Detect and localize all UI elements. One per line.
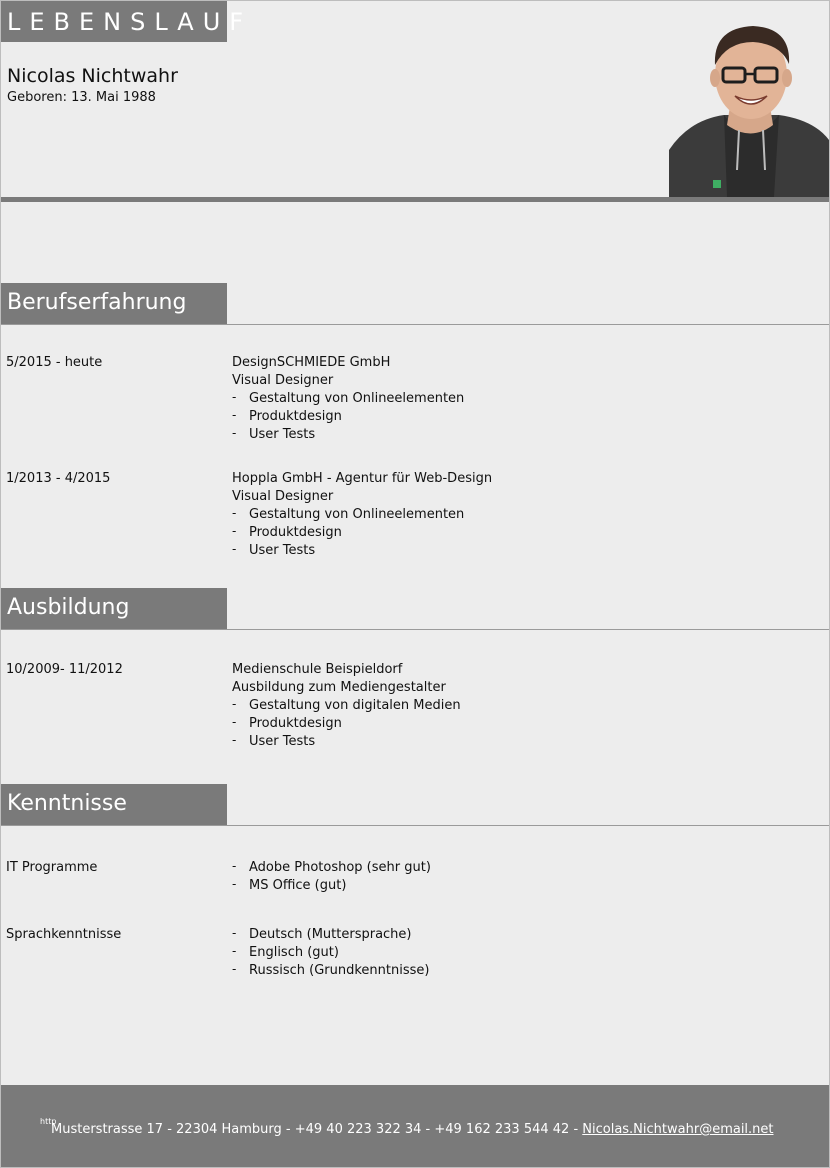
list-item: - Gestaltung von Onlineelementen — [232, 390, 465, 406]
section-title: Ausbildung — [7, 595, 130, 620]
list-item: - Gestaltung von Onlineelementen — [232, 506, 465, 522]
skill-entry — [232, 859, 431, 895]
task-list — [232, 506, 492, 560]
bullet: - — [232, 697, 237, 711]
bullet: - — [232, 859, 237, 873]
section-banner-ausbildung — [1, 588, 227, 629]
email-link[interactable]: Nicolas.Nichtwahr@email.net — [582, 1122, 774, 1137]
section-divider — [1, 324, 829, 325]
entry-role: Visual Designer — [232, 373, 334, 388]
section-divider — [1, 825, 829, 826]
page-title: LEBENSLAUF — [7, 8, 253, 36]
entry-date: 10/2009- 11/2012 — [6, 662, 123, 677]
bullet: - — [232, 715, 237, 729]
list-item: - Russisch (Grundkenntnisse) — [232, 962, 430, 978]
entry-date: 5/2015 - heute — [6, 355, 103, 370]
skill-category: Sprachkenntnisse — [6, 927, 122, 942]
person-name: Nicolas Nichtwahr — [7, 65, 178, 87]
entry-school: Medienschule Beispieldorf — [232, 662, 403, 677]
skill-list — [232, 859, 431, 895]
skill-entry — [232, 926, 429, 980]
job-entry — [232, 470, 492, 560]
task-list — [232, 697, 461, 751]
entry-degree: Ausbildung zum Mediengestalter — [232, 680, 446, 695]
bullet: - — [232, 542, 237, 556]
birth-date: Geboren: 13. Mai 1988 — [7, 90, 156, 105]
footer — [1, 1085, 829, 1167]
job-entry — [232, 354, 464, 444]
footer-http-label: http — [40, 1117, 57, 1126]
entry-company: Hoppla GmbH - Agentur für Web-Design — [232, 471, 493, 486]
contact-address: Musterstrasse 17 - 22304 Hamburg - +49 40 223 322 34 - +49 162 233 544 42 - — [51, 1122, 583, 1137]
list-item: - User Tests — [232, 733, 316, 749]
list-item: - Adobe Photoshop (sehr gut) — [232, 859, 431, 875]
section-title: Berufserfahrung — [7, 290, 187, 315]
task-list — [232, 390, 464, 444]
section-banner-kenntnisse — [1, 784, 227, 825]
bullet: - — [232, 408, 237, 422]
list-item: - Deutsch (Muttersprache) — [232, 926, 412, 942]
bullet: - — [232, 506, 237, 520]
list-item: - User Tests — [232, 426, 316, 442]
list-item: - MS Office (gut) — [232, 877, 347, 893]
list-item: - Produktdesign — [232, 715, 342, 731]
list-item: - Englisch (gut) — [232, 944, 339, 960]
list-item: - Gestaltung von digitalen Medien — [232, 697, 461, 713]
entry-date: 1/2013 - 4/2015 — [6, 471, 111, 486]
entry-role: Visual Designer — [232, 489, 334, 504]
entry-company: DesignSCHMIEDE GmbH — [232, 355, 391, 370]
list-item: - User Tests — [232, 542, 316, 558]
profile-photo — [669, 20, 829, 197]
education-entry — [232, 661, 461, 751]
bullet: - — [232, 733, 237, 747]
title-banner — [1, 1, 253, 42]
contact-line — [51, 1122, 774, 1137]
bullet: - — [232, 426, 237, 440]
skill-category: IT Programme — [6, 860, 98, 875]
header-divider — [1, 197, 829, 202]
skill-list — [232, 926, 429, 980]
bullet: - — [232, 962, 237, 976]
bullet: - — [232, 524, 237, 538]
bullet: - — [232, 926, 237, 940]
bullet: - — [232, 944, 237, 958]
list-item: - Produktdesign — [232, 408, 342, 424]
list-item: - Produktdesign — [232, 524, 342, 540]
section-banner-berufserfahrung — [1, 283, 227, 324]
bullet: - — [232, 877, 237, 891]
bullet: - — [232, 390, 237, 404]
section-divider — [1, 629, 829, 630]
section-title: Kenntnisse — [7, 791, 127, 816]
